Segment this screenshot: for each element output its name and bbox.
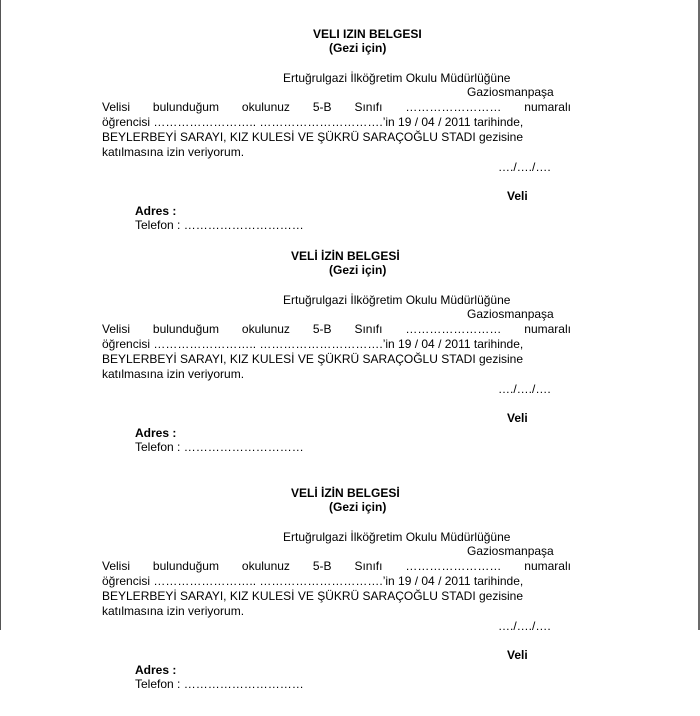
word: Sınıfı — [354, 100, 383, 114]
word: Sınıfı — [354, 559, 383, 573]
body-line-1 — [102, 322, 571, 336]
form-title: VELI IZIN BELGESI — [313, 27, 422, 41]
signature-label: Veli — [507, 648, 528, 662]
word: Velisi — [102, 322, 131, 336]
word: numaralı — [524, 559, 571, 573]
address-label: Adres : — [135, 204, 177, 218]
body-line-1 — [102, 100, 571, 114]
word: Velisi — [102, 559, 131, 573]
address-label: Adres : — [135, 663, 177, 677]
word: numaralı — [524, 322, 571, 336]
school-name: Ertuğrulgazi İlköğretim Okulu Müdürlüğüne — [283, 293, 511, 307]
word: Velisi — [102, 100, 131, 114]
signature-label: Veli — [507, 189, 528, 203]
word: 5-B — [312, 322, 332, 336]
phone-label: Telefon : ………………………… — [135, 677, 304, 691]
body-line-4: katılmasına izin veriyorum. — [102, 145, 245, 159]
body-line-1 — [102, 559, 571, 573]
word: bulunduğum — [152, 100, 219, 114]
permission-form-3 — [0, 486, 700, 716]
permission-form-2 — [0, 249, 700, 479]
body-line-4: katılmasına izin veriyorum. — [102, 604, 245, 618]
address-label: Adres : — [135, 426, 177, 440]
body-line-3: BEYLERBEYİ SARAYI, KIZ KULESİ VE ŞÜKRÜ SARAÇOĞLU STADI gezisine — [102, 352, 524, 366]
body-line-2: öğrencisi …………………….. ………………………….’in 19 / 04 / 2011 tarihinde, — [102, 574, 524, 588]
word: okulunuz — [241, 322, 290, 336]
form-subtitle: (Gezi için) — [329, 263, 387, 277]
district-name: Gaziosmanpaşa — [467, 85, 554, 99]
date-field: …./…./…. — [498, 160, 551, 174]
blank-field: …………………… — [405, 559, 502, 573]
form-subtitle: (Gezi için) — [329, 500, 387, 514]
phone-label: Telefon : ………………………… — [135, 218, 304, 232]
date-field: …./…./…. — [498, 382, 551, 396]
date-field: …./…./…. — [498, 619, 551, 633]
blank-field: …………………… — [405, 322, 502, 336]
body-line-3: BEYLERBEYİ SARAYI, KIZ KULESİ VE ŞÜKRÜ SARAÇOĞLU STADI gezisine — [102, 130, 524, 144]
school-name: Ertuğrulgazi İlköğretim Okulu Müdürlüğüne — [283, 71, 511, 85]
signature-label: Veli — [507, 411, 528, 425]
district-name: Gaziosmanpaşa — [467, 307, 554, 321]
permission-form-1 — [0, 27, 700, 257]
school-name: Ertuğrulgazi İlköğretim Okulu Müdürlüğüne — [283, 530, 511, 544]
word: 5-B — [312, 100, 332, 114]
word: Sınıfı — [354, 322, 383, 336]
blank-field: …………………… — [405, 100, 502, 114]
word: numaralı — [524, 100, 571, 114]
form-subtitle: (Gezi için) — [329, 41, 387, 55]
word: 5-B — [312, 559, 332, 573]
form-title: VELİ İZİN BELGESİ — [291, 249, 400, 263]
district-name: Gaziosmanpaşa — [467, 544, 554, 558]
word: okulunuz — [241, 100, 290, 114]
form-title: VELİ İZİN BELGESİ — [291, 486, 400, 500]
word: okulunuz — [241, 559, 290, 573]
word: bulunduğum — [152, 559, 219, 573]
body-line-2: öğrencisi …………………….. ………………………….’in 19 / 04 / 2011 tarihinde, — [102, 337, 524, 351]
word: bulunduğum — [152, 322, 219, 336]
phone-label: Telefon : ………………………… — [135, 440, 304, 454]
body-line-3: BEYLERBEYİ SARAYI, KIZ KULESİ VE ŞÜKRÜ SARAÇOĞLU STADI gezisine — [102, 589, 524, 603]
body-line-2: öğrencisi …………………….. ………………………….’in 19 / 04 / 2011 tarihinde, — [102, 115, 524, 129]
body-line-4: katılmasına izin veriyorum. — [102, 367, 245, 381]
